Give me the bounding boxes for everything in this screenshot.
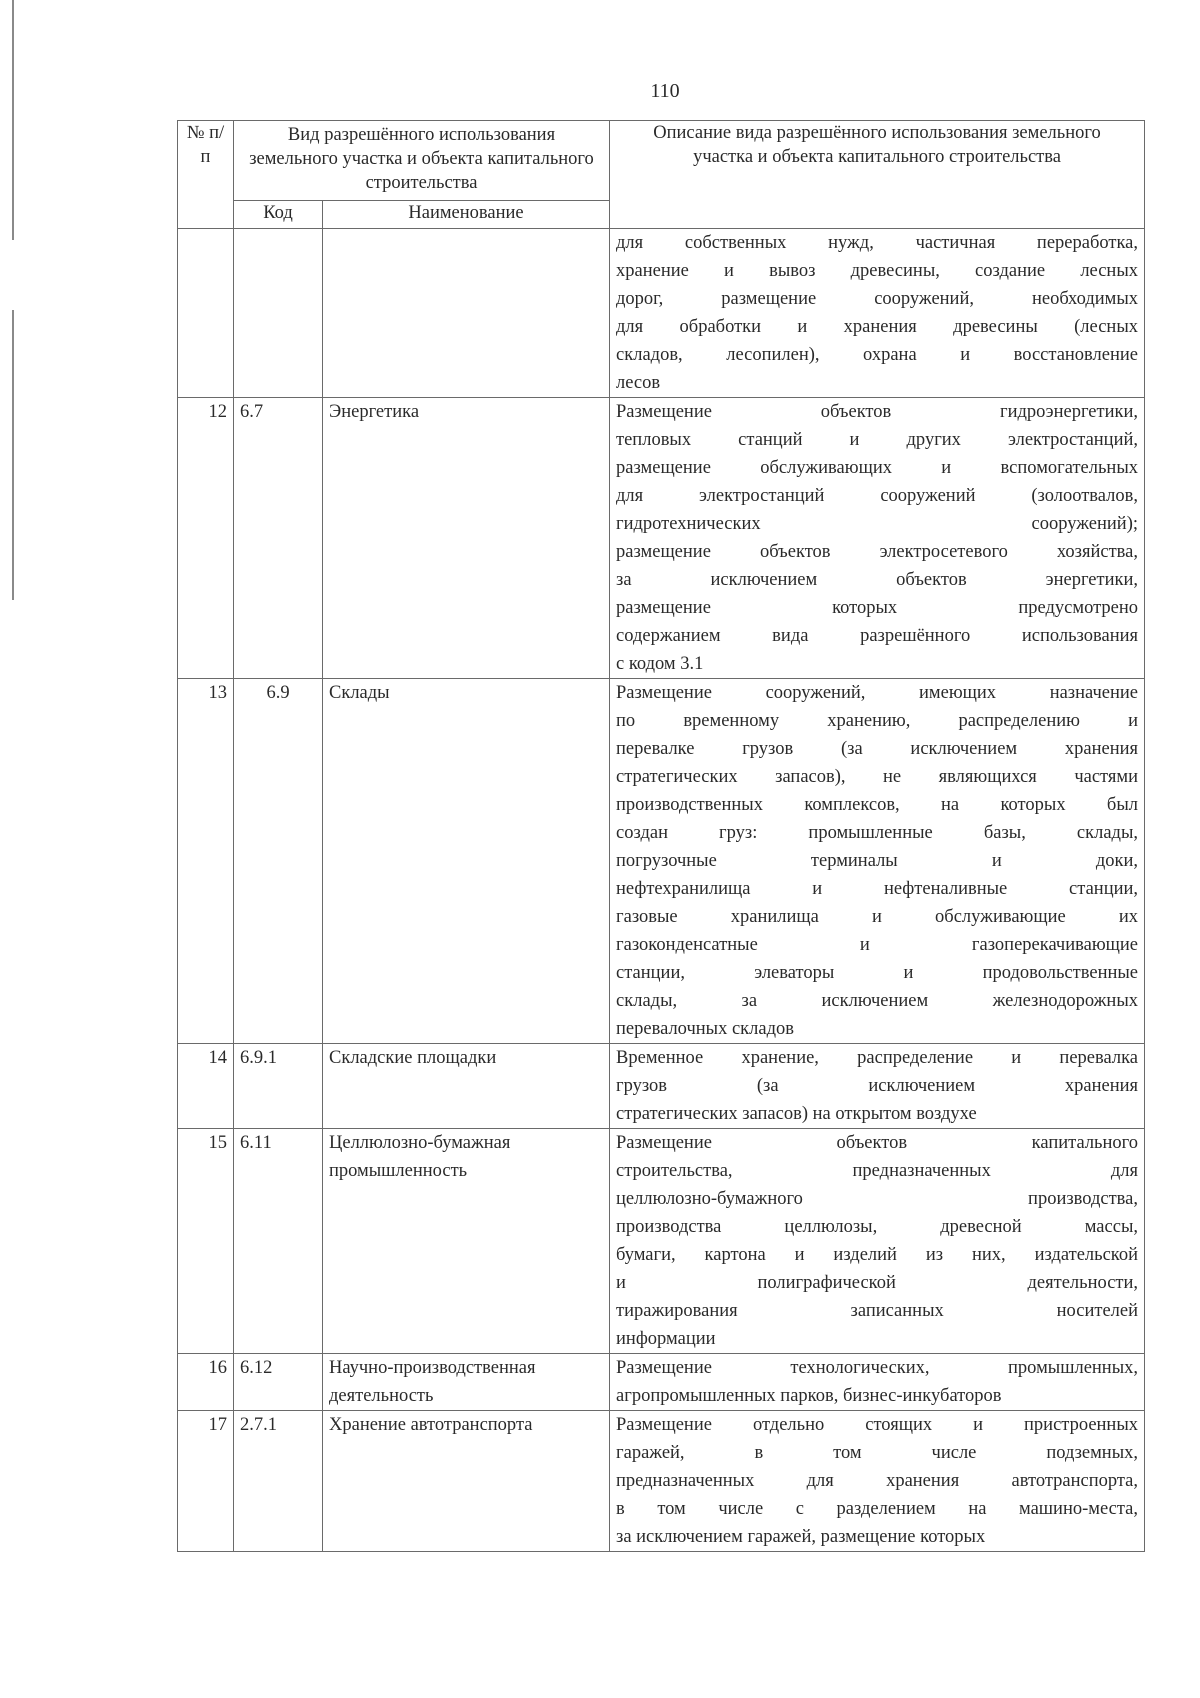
row-number: 14 — [178, 1044, 234, 1129]
header-num: № п/п — [178, 121, 234, 229]
row-name: Целлюлозно-бумажная промышленность — [323, 1129, 610, 1354]
table-row — [178, 229, 1145, 398]
scan-edge-mark-top — [12, 0, 14, 240]
description-line: гидротехнических сооружений); — [616, 514, 1139, 534]
row-number: 15 — [178, 1129, 234, 1354]
header-use-type: Вид разрешённого использования земельного участка и объекта капитального строительства — [234, 121, 610, 201]
description-line: стратегических запасов) на открытом воздухе — [616, 1104, 977, 1124]
description-line: строительства, предназначенных для — [616, 1161, 1139, 1181]
description-line: лесов — [616, 373, 661, 393]
row-code: 6.11 — [234, 1129, 323, 1354]
description-line: для электростанций сооружений (золоотвалов, — [616, 486, 1139, 506]
description-line: за исключением гаражей, размещение которых — [616, 1527, 986, 1547]
row-number: 16 — [178, 1354, 234, 1411]
row-description — [610, 1044, 1145, 1129]
description-line: бумаги, картона и изделий из них, издательской — [616, 1245, 1139, 1265]
description-line: перевалке грузов (за исключением хранения — [616, 739, 1139, 759]
description-line: для собственных нужд, частичная переработка, — [616, 233, 1139, 253]
description-line: перевалочных складов — [616, 1019, 795, 1039]
row-code: 6.9.1 — [234, 1044, 323, 1129]
description-line: Размещение технологических, промышленных, — [616, 1358, 1139, 1378]
row-description — [610, 1354, 1145, 1411]
description-line: грузов (за исключением хранения — [616, 1076, 1139, 1096]
description-line: за исключением объектов энергетики, — [616, 570, 1139, 590]
description-line: содержанием вида разрешённого использования — [616, 626, 1139, 646]
description-line: производственных комплексов, на которых был — [616, 795, 1139, 815]
description-line: Размещение сооружений, имеющих назначение — [616, 683, 1139, 703]
header-name: Наименование — [323, 201, 610, 229]
row-name: Научно-производственная деятельность — [323, 1354, 610, 1411]
description-line: размещение объектов электросетевого хозяйства, — [616, 542, 1139, 562]
description-line: производства целлюлозы, древесной массы, — [616, 1217, 1139, 1237]
header-code: Код — [234, 201, 323, 229]
row-description — [610, 679, 1145, 1044]
row-description — [610, 398, 1145, 679]
description-line: размещение которых предусмотрено — [616, 598, 1139, 618]
scan-edge-mark-bottom — [12, 310, 14, 600]
description-line: Размещение объектов гидроэнергетики, — [616, 402, 1139, 422]
description-line: целлюлозно-бумажного производства, — [616, 1189, 1139, 1209]
row-description — [610, 229, 1145, 398]
table-row — [178, 1354, 1145, 1411]
description-line: гаражей, в том числе подземных, — [616, 1443, 1139, 1463]
row-name: Энергетика — [323, 398, 610, 679]
description-line: создан груз: промышленные базы, склады, — [616, 823, 1139, 843]
row-code — [234, 229, 323, 398]
description-line: складов, лесопилен), охрана и восстановление — [616, 345, 1139, 365]
description-line: погрузочные терминалы и доки, — [616, 851, 1139, 871]
description-line: нефтехранилища и нефтеналивные станции, — [616, 879, 1139, 899]
description-line: по временному хранению, распределению и — [616, 711, 1139, 731]
description-line: Размещение объектов капитального — [616, 1133, 1139, 1153]
row-name: Складские площадки — [323, 1044, 610, 1129]
description-line: агропромышленных парков, бизнес-инкубаторов — [616, 1386, 1002, 1406]
table-row — [178, 679, 1145, 1044]
description-line: и полиграфической деятельности, — [616, 1273, 1139, 1293]
description-line: стратегических запасов), не являющихся частями — [616, 767, 1139, 787]
row-name: Склады — [323, 679, 610, 1044]
table-row — [178, 1044, 1145, 1129]
description-line: в том числе с разделением на машино-места, — [616, 1499, 1139, 1519]
row-number: 12 — [178, 398, 234, 679]
row-number: 17 — [178, 1411, 234, 1552]
row-description — [610, 1129, 1145, 1354]
description-line: газовые хранилища и обслуживающие их — [616, 907, 1139, 927]
description-line: дорог, размещение сооружений, необходимых — [616, 289, 1139, 309]
description-line: тепловых станций и других электростанций, — [616, 430, 1139, 450]
table-row — [178, 1411, 1145, 1552]
description-line: Временное хранение, распределение и перевалка — [616, 1048, 1139, 1068]
description-line: склады, за исключением железнодорожных — [616, 991, 1139, 1011]
description-line: размещение обслуживающих и вспомогательных — [616, 458, 1139, 478]
land-use-table — [177, 120, 1145, 1552]
header-description: Описание вида разрешённого использования земельного участка и объекта капитального строительства — [610, 121, 1145, 229]
row-number: 13 — [178, 679, 234, 1044]
table-row — [178, 1129, 1145, 1354]
row-code: 6.7 — [234, 398, 323, 679]
row-description — [610, 1411, 1145, 1552]
row-number — [178, 229, 234, 398]
description-line: станции, элеваторы и продовольственные — [616, 963, 1139, 983]
table-row — [178, 398, 1145, 679]
row-code: 2.7.1 — [234, 1411, 323, 1552]
description-line: Размещение отдельно стоящих и пристроенных — [616, 1415, 1139, 1435]
description-line: тиражирования записанных носителей — [616, 1301, 1139, 1321]
row-name: Хранение автотранспорта — [323, 1411, 610, 1552]
description-line: газоконденсатные и газоперекачивающие — [616, 935, 1139, 955]
row-code: 6.12 — [234, 1354, 323, 1411]
description-line: хранение и вывоз древесины, создание лесных — [616, 261, 1139, 281]
description-line: с кодом 3.1 — [616, 654, 704, 674]
description-line: для обработки и хранения древесины (лесных — [616, 317, 1139, 337]
page-number: 110 — [650, 80, 680, 102]
row-name — [323, 229, 610, 398]
description-line: предназначенных для хранения автотранспорта, — [616, 1471, 1139, 1491]
description-line: информации — [616, 1329, 716, 1349]
row-code: 6.9 — [234, 679, 323, 1044]
